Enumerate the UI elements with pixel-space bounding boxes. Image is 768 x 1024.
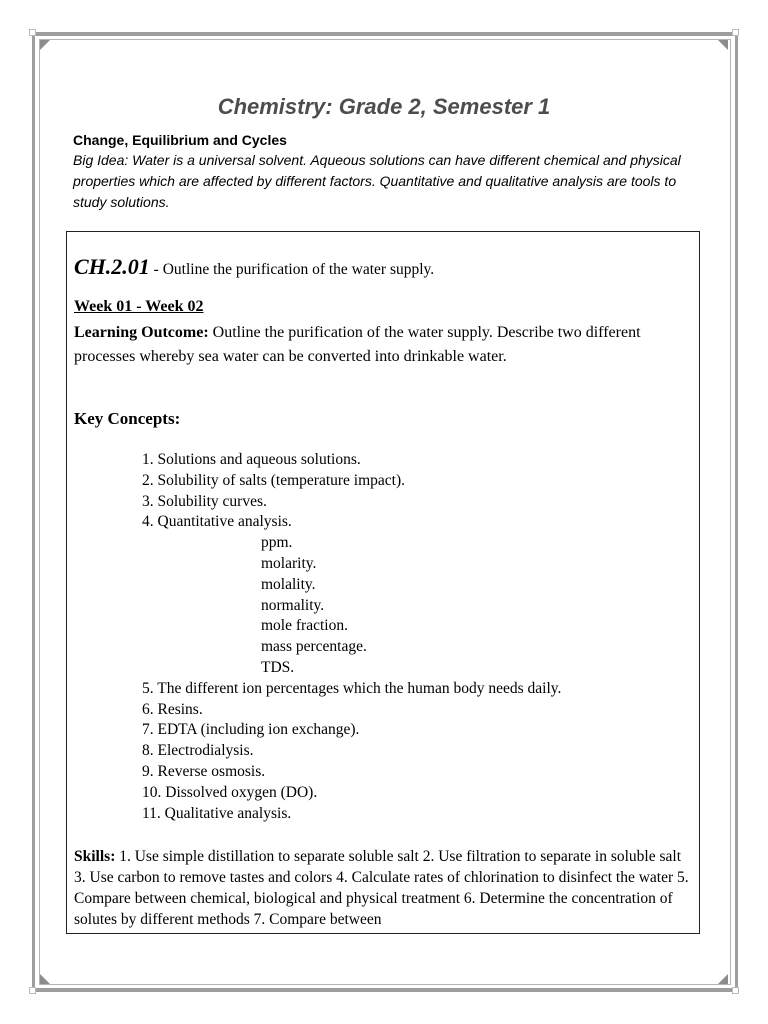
key-concept-item: 4. Quantitative analysis. xyxy=(142,513,292,531)
key-concept-item: 5. The different ion percentages which the human body needs daily. xyxy=(142,679,562,697)
border-handle xyxy=(29,987,36,994)
corner-ornament-top-left xyxy=(40,40,50,50)
key-concept-subitem: molarity. xyxy=(261,554,317,572)
key-concept-subitem: molality. xyxy=(261,575,316,593)
key-concept-subitem: mole fraction. xyxy=(261,617,348,635)
corner-ornament-bottom-left xyxy=(40,974,50,984)
border-handle xyxy=(732,987,739,994)
key-concept-subitem: normality. xyxy=(261,596,325,614)
key-concept-item: 1. Solutions and aqueous solutions. xyxy=(142,451,361,468)
learning-outcome-label: Learning Outcome: xyxy=(74,324,209,341)
key-concept-subitem: ppm. xyxy=(261,534,293,552)
border-handle xyxy=(29,29,36,36)
page-title: Chemistry: Grade 2, Semester 1 xyxy=(217,94,551,119)
strand-heading: Change, Equilibrium and Cycles xyxy=(73,132,287,148)
corner-ornament-bottom-right xyxy=(718,974,728,984)
skills-paragraph xyxy=(74,846,696,930)
standard-description: - Outline the purification of the water supply. xyxy=(149,261,435,278)
week-range: Week 01 - Week 02 xyxy=(74,298,204,315)
key-concept-item: 6. Resins. xyxy=(142,700,203,718)
learning-outcome-text: Outline the purification of the water supply. Describe two different processes whereby sea water can be converted into drinkable water. xyxy=(74,324,641,365)
key-concept-item: 9. Reverse osmosis. xyxy=(142,762,266,780)
corner-ornament-top-right xyxy=(718,40,728,50)
key-concepts-heading: Key Concepts: xyxy=(74,409,181,428)
standard-header xyxy=(74,254,434,280)
key-concept-item: 11. Qualitative analysis. xyxy=(142,804,292,822)
key-concept-item: 2. Solubility of salts (temperature impact). xyxy=(142,471,406,489)
key-concept-item: 8. Electrodialysis. xyxy=(142,742,254,760)
key-concepts-list xyxy=(142,450,561,824)
skills-label: Skills: xyxy=(74,848,116,865)
big-idea-text: Big Idea: Water is a universal solvent. Aqueous solutions can have different chemical and physical properties which are affected by different factors. Quantitative and qualitative analysis are tools to study solutions. xyxy=(73,152,681,210)
key-concept-item: 7. EDTA (including ion exchange). xyxy=(142,721,360,739)
key-concept-subitem: mass percentage. xyxy=(261,638,367,656)
standard-code: CH.2.01 xyxy=(74,254,150,279)
key-concept-item: 3. Solubility curves. xyxy=(142,492,267,510)
key-concept-subitem: TDS. xyxy=(261,658,295,676)
standard-box xyxy=(66,231,700,934)
key-concept-item: 10. Dissolved oxygen (DO). xyxy=(142,783,318,801)
learning-outcome xyxy=(74,321,694,369)
border-handle xyxy=(732,29,739,36)
skills-text: 1. Use simple distillation to separate soluble salt 2. Use filtration to separate in soluble salt 3. Use carbon to remove tastes and colors 4. Calculate rates of chlorination to disinfect the water 5. Compare between chemical, biological and physical treatment 6. Determine the concentration of solutes by different methods 7. Compare between xyxy=(74,848,689,928)
